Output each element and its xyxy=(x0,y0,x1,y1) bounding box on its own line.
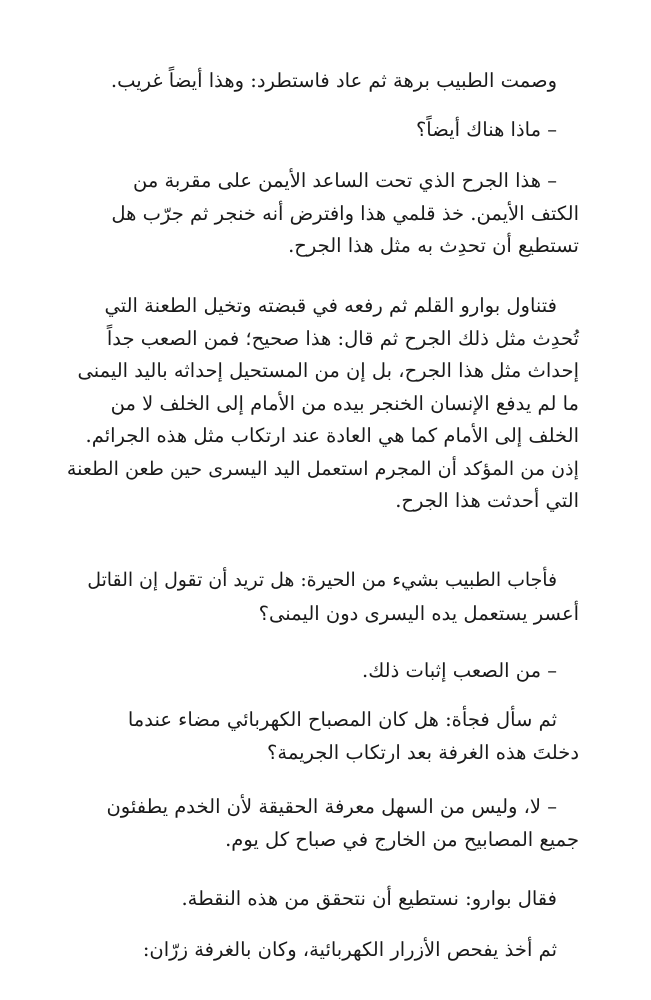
text-line: تستطيع أن تحدِث به مثل هذا الجرح. xyxy=(288,234,579,257)
text-line: فقال بوارو: نستطيع أن نتحقق من هذه النقطة. xyxy=(181,887,557,910)
text-line: فأجاب الطبيب بشيء من الحيرة: هل تريد أن تقول إن القاتل xyxy=(87,570,557,591)
text-line: الخلف إلى الأمام كما هي العادة عند ارتكاب مثل هذه الجرائم. xyxy=(85,424,579,447)
text-line: فتناول بوارو القلم ثم رفعه في قبضته وتخيل الطعنة التي xyxy=(104,294,557,317)
text-line: التي أحدثت هذا الجرح. xyxy=(395,489,579,512)
paragraph-2 xyxy=(0,114,651,147)
paragraph-4 xyxy=(0,290,651,518)
text-line: إحداث مثل هذا الجرح، بل إن من المستحيل إحداثه باليد اليمنى xyxy=(77,359,579,382)
paragraph-5 xyxy=(0,565,651,630)
paragraph-1 xyxy=(0,65,651,98)
text-line: أعسر يستعمل يده اليسرى دون اليمنى؟ xyxy=(258,601,579,625)
text-line: – لا، وليس من السهل معرفة الحقيقة لأن الخدم يطفئون xyxy=(106,795,557,818)
text-line: – هذا الجرح الذي تحت الساعد الأيمن على مقربة من xyxy=(132,169,557,192)
text-line: الكتف الأيمن. خذ قلمي هذا وافترض أنه خنجر ثم جرّب هل xyxy=(111,201,579,225)
paragraph-8 xyxy=(0,791,651,856)
text-line: دخلتَ هذه الغرفة بعد ارتكاب الجريمة؟ xyxy=(267,740,579,764)
paragraph-7 xyxy=(0,704,651,769)
paragraph-10 xyxy=(0,934,651,967)
text-line: ما لم يدفع الإنسان الخنجر بيده من الأمام إلى الخلف لا من xyxy=(110,391,579,415)
text-line: تُحدِث مثل ذلك الجرح ثم قال: هذا صحيح؛ فمن الصعب جداً xyxy=(106,326,579,350)
paragraph-3 xyxy=(0,165,651,263)
text-line: ثم أخذ يفحص الأزرار الكهربائية، وكان بالغرفة زرّان: xyxy=(142,938,557,961)
text-line: إذن من المؤكد أن المجرم استعمل اليد اليسرى حين طعن الطعنة xyxy=(66,456,579,480)
paragraph-9 xyxy=(0,883,651,916)
text-line: ثم سأل فجأة: هل كان المصباح الكهربائي مضاء عندما xyxy=(127,708,557,731)
text-line: جميع المصابيح من الخارج في صباح كل يوم. xyxy=(225,827,579,851)
text-line: وصمت الطبيب برهة ثم عاد فاستطرد: وهذا أيضاً غريب. xyxy=(110,69,557,92)
text-line: – من الصعب إثبات ذلك. xyxy=(362,659,557,682)
paragraph-6 xyxy=(0,655,651,688)
text-line: – ماذا هناك أيضاً؟ xyxy=(415,118,557,141)
